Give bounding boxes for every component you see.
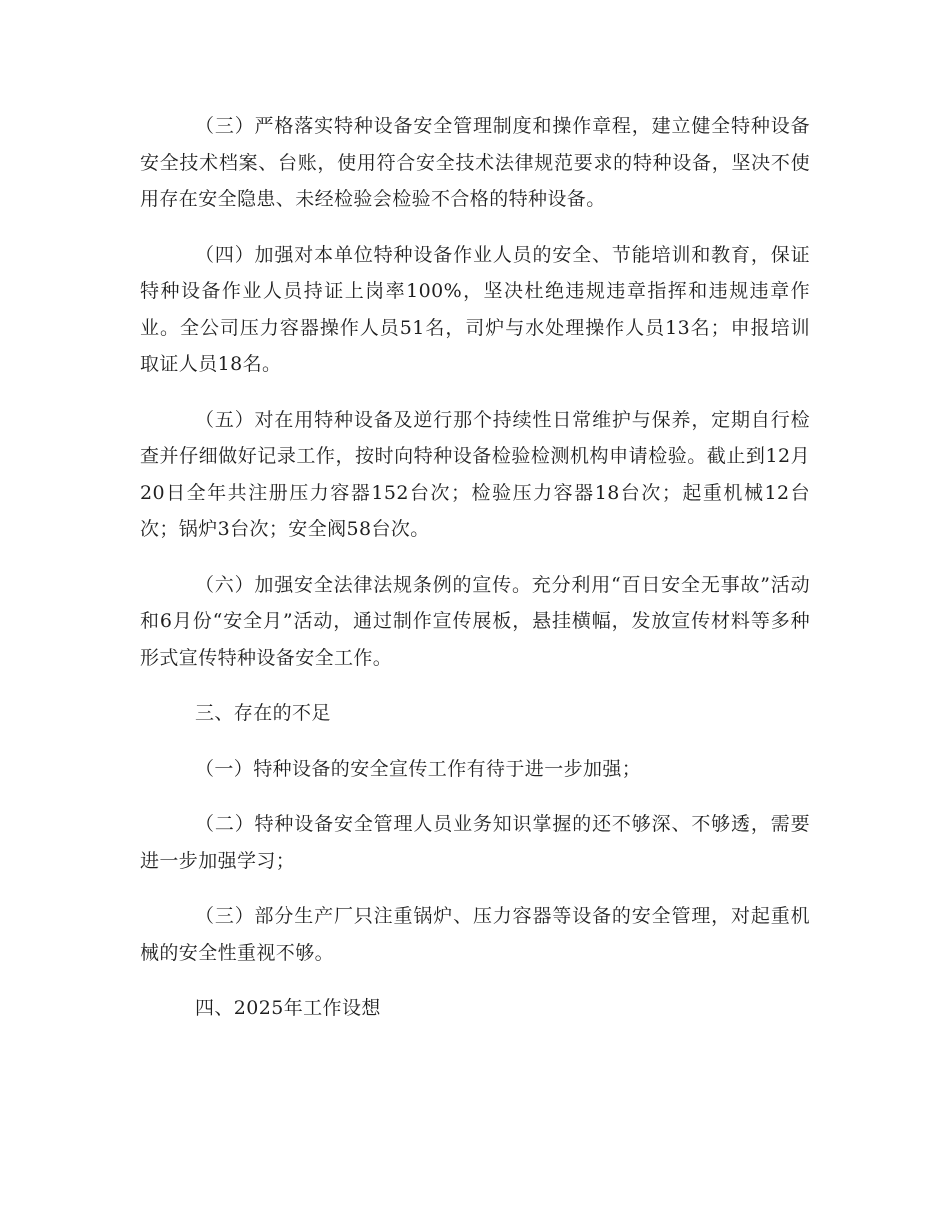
section-heading-shortcomings: 三、存在的不足 (195, 702, 331, 724)
paragraph-maintenance-inspection: （五）对在用特种设备及逆行那个持续性日常维护与保养，定期自行检查并仔细做好记录工作，按时向特种设备检验检测机构申请检验。截止到12月20日全年共注册压力容器152台次；检验压力容器18台次；起重机械12台次；锅炉3台次；安全阀58台次。 (140, 408, 810, 540)
paragraph-shortcoming-crane-safety: （三）部分生产厂只注重锅炉、压力容器等设备的安全管理，对起重机械的安全性重视不够。 (140, 905, 810, 964)
section-heading-work-plan: 四、2025年工作设想 (195, 997, 381, 1019)
paragraph-equipment-management: （三）严格落实特种设备安全管理制度和操作章程，建立健全特种设备安全技术档案、台账，使用符合安全技术法律规范要求的特种设备，坚决不使用存在安全隐患、未经检验会检验不合格的特种设备。 (140, 115, 810, 210)
paragraph-safety-publicity: （六）加强安全法律法规条例的宣传。充分利用“百日安全无事故”活动和6月份“安全月”活动，通过制作宣传展板，悬挂横幅，发放宣传材料等多种形式宣传特种设备安全工作。 (140, 573, 810, 669)
paragraph-personnel-training: （四）加强对本单位特种设备作业人员的安全、节能培训和教育，保证特种设备作业人员持证上岗率100%，坚决杜绝违规违章指挥和违规违章作业。全公司压力容器操作人员51名，司炉与水处理操作人员13名；申报培训取证人员18名。 (140, 243, 810, 375)
paragraph-shortcoming-knowledge: （二）特种设备安全管理人员业务知识掌握的还不够深、不够透，需要进一步加强学习； (140, 813, 810, 872)
document-body (140, 108, 810, 1046)
paragraph-shortcoming-publicity: （一）特种设备的安全宣传工作有待于进一步加强； (195, 757, 642, 780)
